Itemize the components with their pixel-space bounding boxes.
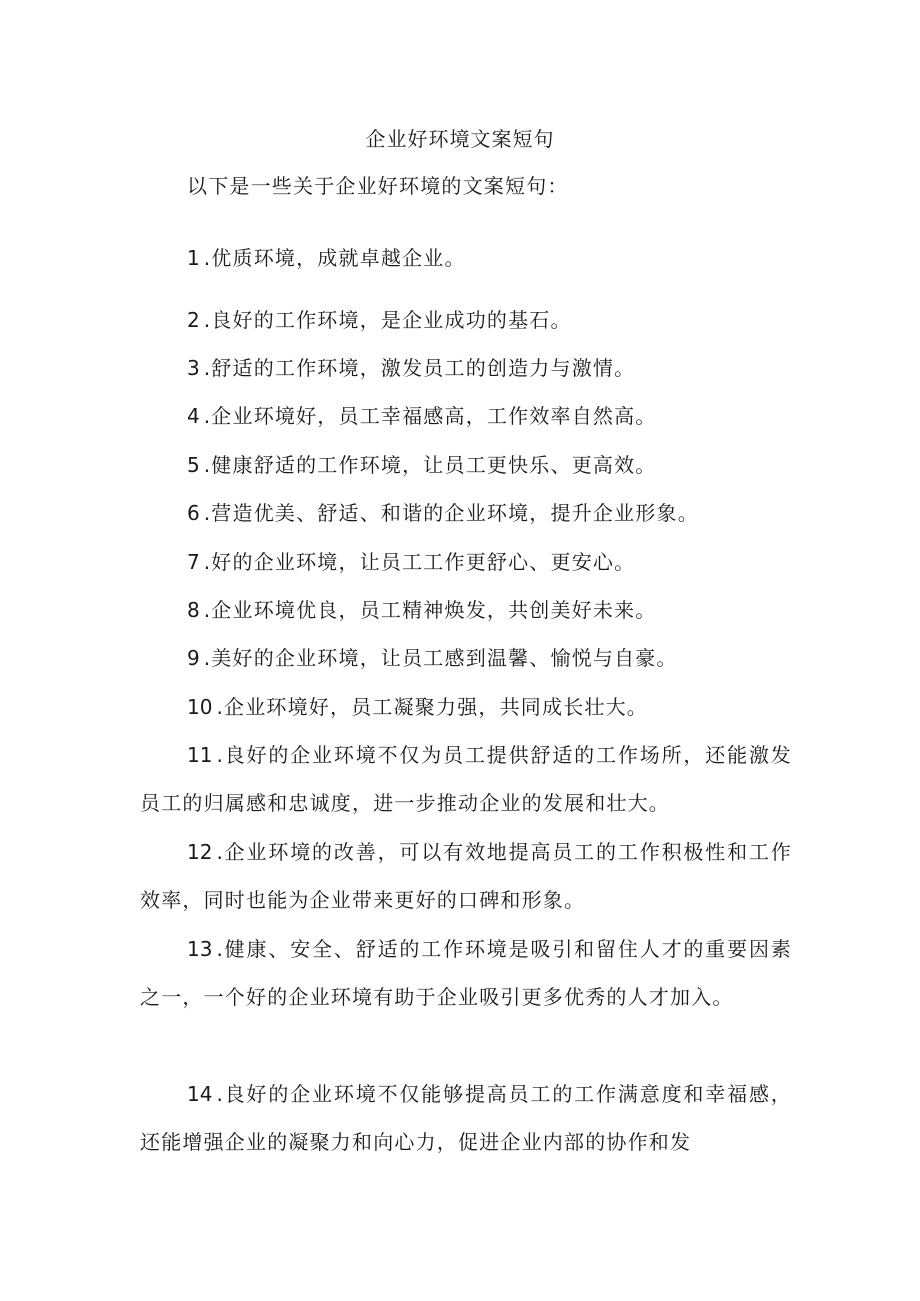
list-item <box>140 538 792 586</box>
item-number: 1 <box>187 246 200 270</box>
list-item <box>140 1070 792 1166</box>
item-text: .良好的企业环境不仅能够提高员工的工作满意度和幸福感，还能增强企业的凝聚力和向心力，促进企业内部的协作和发 <box>140 1082 792 1154</box>
item-number: 11 <box>187 743 213 767</box>
item-text: .健康、安全、舒适的工作环境是吸引和留住人才的重要因素之一，一个好的企业环境有助于企业吸引更多优秀的人才加入。 <box>140 937 792 1009</box>
document-title: 企业好环境文案短句 <box>365 127 555 151</box>
list-item <box>140 828 792 924</box>
item-text: .优质环境，成就卓越企业。 <box>203 246 466 270</box>
item-text: .营造优美、舒适、和谐的企业环境，提升企业形象。 <box>203 501 699 525</box>
item-text: .企业环境的改善，可以有效地提高员工的工作积极性和工作效率，同时也能为企业带来更好的口碑和形象。 <box>140 840 792 912</box>
item-number: 3 <box>187 356 200 380</box>
item-text: .舒适的工作环境，激发员工的创造力与激情。 <box>203 356 636 380</box>
list-item <box>140 392 792 440</box>
list-item <box>140 234 792 282</box>
item-number: 9 <box>187 646 200 670</box>
item-number: 2 <box>187 308 200 332</box>
item-number: 7 <box>187 550 200 574</box>
item-text: .好的企业环境，让员工工作更舒心、更安心。 <box>203 550 636 574</box>
item-text: .良好的企业环境不仅为员工提供舒适的工作场所，还能激发员工的归属感和忠诚度，进一步推动企业的发展和壮大。 <box>140 743 792 815</box>
list-item <box>140 731 792 827</box>
item-number: 6 <box>187 501 200 525</box>
item-text: .企业环境优良，员工精神焕发，共创美好未来。 <box>203 598 657 622</box>
item-text: .健康舒适的工作环境，让员工更快乐、更高效。 <box>203 453 657 477</box>
item-number: 13 <box>187 937 213 961</box>
item-number: 4 <box>187 404 200 428</box>
item-text: .企业环境好，员工凝聚力强，共同成长壮大。 <box>216 695 649 719</box>
intro-paragraph: 以下是一些关于企业好环境的文案短句： <box>187 174 569 198</box>
item-number: 5 <box>187 453 200 477</box>
list-item <box>140 634 792 682</box>
list-item <box>140 441 792 489</box>
list-item <box>140 344 792 392</box>
item-number: 10 <box>187 695 213 719</box>
item-text: .良好的工作环境，是企业成功的基石。 <box>203 308 572 332</box>
list-item <box>140 586 792 634</box>
list-item <box>140 489 792 537</box>
list-item <box>140 925 792 1021</box>
item-number: 12 <box>187 840 213 864</box>
item-number: 8 <box>187 598 200 622</box>
item-text: .企业环境好，员工幸福感高，工作效率自然高。 <box>203 404 657 428</box>
item-text: .美好的企业环境，让员工感到温馨、愉悦与自豪。 <box>203 646 678 670</box>
item-number: 14 <box>187 1082 213 1106</box>
list-item <box>140 683 792 731</box>
list-item <box>140 296 792 344</box>
